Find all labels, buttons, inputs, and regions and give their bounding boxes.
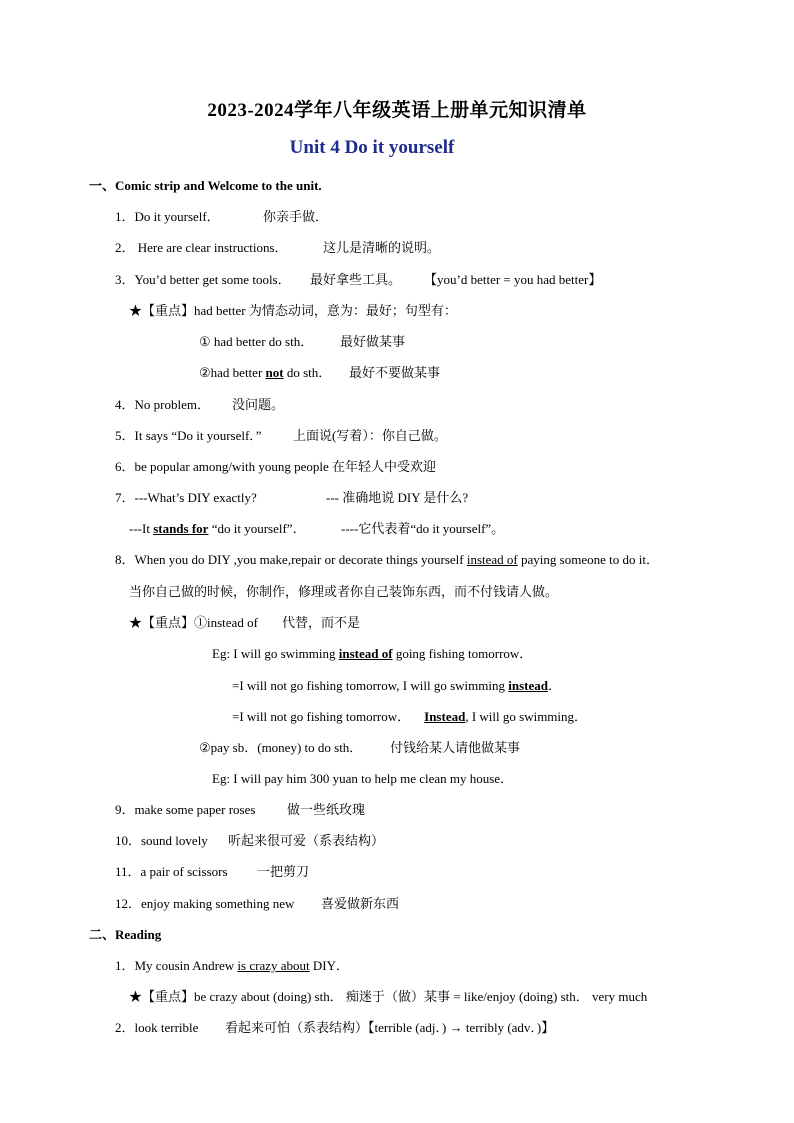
item-12-en: 12．enjoy making something new [115,896,295,911]
item-5-cn: 上面说(写着）：你自己做。 [293,428,447,443]
emphasis-not: not [265,365,284,380]
item-9-en: 9．make some paper roses [115,802,256,817]
section-heading-reading: 二、Reading [89,927,162,942]
item-3-cn: 最好拿些工具。 [310,272,402,287]
item-11-en: 11．a pair of scissors [115,864,228,879]
example-3 [232,708,587,726]
item-10-cn: 听起来很可爱（系表结构） [228,833,385,848]
pay-sb-usage-en: ②pay sb．(money) to do sth． [199,740,363,755]
key-point-instead-of-cn: 代替，而不是 [282,615,361,630]
section-heading-comic-strip: 一、Comic strip and Welcome to the unit. [89,178,322,193]
example-4: Eg: I will pay him 300 yuan to help me clean my house． [212,771,514,786]
pay-sb-usage-cn: 付钱给某人请他做某事 [390,740,521,755]
unit-title: Unit 4 Do it yourself [289,137,455,158]
had-better-usage-2-cn: 最好不要做某事 [349,365,441,380]
text-part: =I will not go fishing tomorrow, I will go swimming [232,678,509,693]
item-8-cn: 当你自己做的时候，你制作，修理或者你自己装饰东西，而不付钱请人做。 [129,584,559,599]
item-9-cn: 做一些纸玫瑰 [287,802,366,817]
text-part: , I will go swimming． [465,709,588,724]
text-part: ---It [129,521,154,536]
text-part: going fishing tomorrow． [392,646,533,661]
item-4-en: 4．No problem． [115,397,210,412]
item-8-en [115,551,659,569]
reading-item-1 [115,957,349,975]
text-part: 1．My cousin Andrew [115,958,238,973]
text-part: do sth． [283,365,332,380]
item-6: 6．be popular among/with young people 在年轻人中受欢迎 [115,459,436,474]
item-7-question-en: 7．---What’s DIY exactly? [115,490,257,505]
text-part: “do it yourself”． [208,521,306,536]
text-part: =I will not go fishing tomorrow． [232,709,411,724]
example-2 [232,677,561,695]
had-better-usage-1-en: ① had better do sth． [199,334,314,349]
text-part: DIY． [309,958,349,973]
had-better-usage-2-en [199,364,331,382]
item-4-cn: 没问题。 [232,397,285,412]
reading-item-2-en: 2．look terrible [115,1020,199,1035]
item-7-answer-cn: ----它代表着“do it yourself”。 [341,521,505,536]
text-part: 8．When you do DIY ,you make,repair or decorate things yourself [115,552,467,567]
document-title: 2023-2024学年八年级英语上册单元知识清单 [207,100,587,121]
item-12-cn: 喜爱做新东西 [321,896,400,911]
underline-is-crazy-about: is crazy about [237,958,310,973]
item-3-note: 【you’d better = you had better】 [424,272,602,287]
key-point-crazy-about: ★【重点】be crazy about (doing) sth． 痴迷于（做）某事 = like/enjoy (doing) sth． very much [129,989,648,1004]
emphasis-instead-capital: Instead [424,709,466,724]
text-part: ． [547,678,561,693]
item-1-cn: 你亲手做． [263,209,329,224]
text-part: paying someone to do it． [517,552,659,567]
item-7-question-cn: --- 准确地说 DIY 是什么? [326,490,469,505]
item-3-en: 3．You’d better get some tools． [115,272,291,287]
item-2-en: 2． Here are clear instructions． [115,240,288,255]
item-5-en: 5．It says “Do it yourself．” [115,428,262,443]
text-part: Eg: I will go swimming [212,646,339,661]
key-point-instead-of: ★【重点】①instead of [129,615,258,630]
item-10-en: 10．sound lovely [115,833,208,848]
item-7-answer-en [129,520,306,538]
had-better-usage-1-cn: 最好做某事 [340,334,406,349]
key-point-had-better: ★【重点】had better 为情态动词，意为：最好；句型有： [129,303,457,318]
emphasis-instead: instead [508,678,548,693]
item-2-cn: 这儿是清晰的说明。 [323,240,441,255]
item-1-en: 1．Do it yourself． [115,209,220,224]
emphasis-stands-for: stands for [153,521,209,536]
example-1 [212,645,532,663]
reading-item-2-cn: 看起来可怕（系表结构）【terrible (adj．) → terribly (adv．)】 [225,1020,555,1035]
emphasis-instead-of: instead of [338,646,393,661]
underline-instead-of: instead of [466,552,518,567]
item-11-cn: 一把剪刀 [257,864,310,879]
text-part: ②had better [199,365,266,380]
